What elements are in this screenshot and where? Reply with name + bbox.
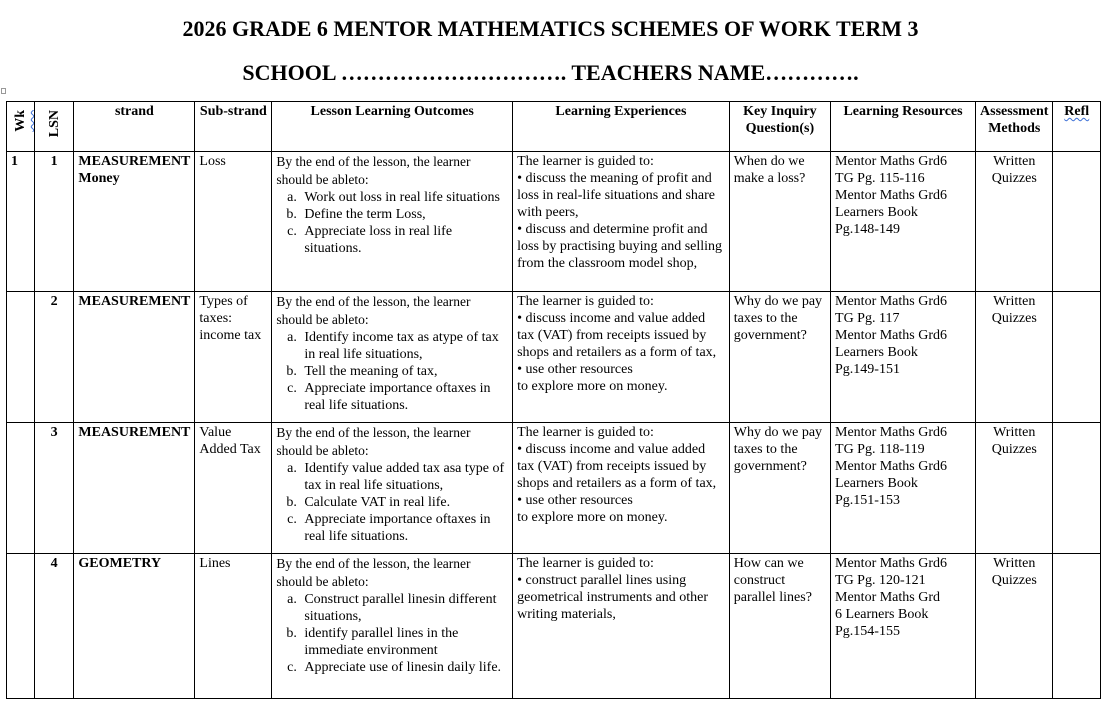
col-header-inquiry: Key Inquiry Question(s) — [729, 102, 830, 152]
experience-line: • construct parallel lines using geometrical instruments and other writing materials, — [517, 573, 708, 622]
cell-strand[interactable] — [74, 554, 195, 699]
resource-line: Pg.149-151 — [835, 362, 900, 377]
cell-assessment[interactable]: Written Quizzes — [976, 423, 1053, 554]
experience-line: • discuss and determine profit and loss by practising buying and selling from the classroom model shop, — [517, 222, 723, 271]
resource-line: TG Pg. 120-121 — [835, 573, 926, 588]
col-header-lsn: LSN — [34, 102, 73, 152]
cell-experiences[interactable] — [513, 152, 730, 292]
outcome-item: a. Construct parallel linesin different situations, — [300, 591, 508, 625]
resource-line: Learners Book — [835, 205, 918, 220]
cell-assessment[interactable]: Written Quizzes — [976, 554, 1053, 699]
cell-strand[interactable] — [74, 292, 195, 423]
resource-line: TG Pg. 115-116 — [835, 171, 925, 186]
resource-line: 6 Learners Book — [835, 607, 929, 622]
experience-line: • use other resources — [517, 493, 633, 508]
cell-sub-strand[interactable]: Value Added Tax — [195, 423, 272, 554]
col-header-resources: Learning Resources — [831, 102, 976, 152]
cell-lsn[interactable]: 1 — [34, 152, 73, 292]
experience-line: to explore more on money. — [517, 379, 668, 394]
cell-inquiry[interactable]: When do we make a loss? — [729, 152, 830, 292]
col-header-wk: Wk — [7, 102, 35, 152]
resource-line: Learners Book — [835, 345, 918, 360]
cell-experiences[interactable] — [513, 554, 730, 699]
table-row — [7, 292, 1101, 423]
cell-inquiry[interactable]: How can we construct parallel lines? — [729, 554, 830, 699]
resource-line: Mentor Maths Grd6 — [835, 556, 948, 571]
cell-reflection[interactable] — [1053, 554, 1101, 699]
cell-experiences[interactable] — [513, 292, 730, 423]
cell-wk[interactable]: 1 — [7, 152, 35, 292]
resource-line: Learners Book — [835, 476, 918, 491]
col-header-sub-strand: Sub-strand — [195, 102, 272, 152]
cell-reflection[interactable] — [1053, 292, 1101, 423]
col-header-assessment: Assessment Methods — [976, 102, 1053, 152]
resource-line: Mentor Maths Grd6 — [835, 188, 948, 203]
strand-name: MEASUREMENT — [78, 154, 191, 169]
experience-line: • discuss income and value added tax (VAT) from receipts issued by shops and retailers as a form of tax, — [517, 442, 717, 491]
resource-line: Mentor Maths Grd6 — [835, 154, 948, 169]
resource-line: Mentor Maths Grd — [835, 590, 941, 605]
cell-reflection[interactable] — [1053, 423, 1101, 554]
cell-lsn[interactable]: 3 — [34, 423, 73, 554]
cell-inquiry[interactable]: Why do we pay taxes to the government? — [729, 423, 830, 554]
outcome-item: c. Appreciate importance oftaxes in real life situations. — [300, 511, 508, 545]
outcomes-intro: By the end of the lesson, the learner should be ableto: — [276, 294, 471, 327]
resource-line: Pg.148-149 — [835, 222, 900, 237]
resource-line: Mentor Maths Grd6 — [835, 459, 948, 474]
table-move-handle[interactable] — [1, 88, 6, 94]
resource-line: Mentor Maths Grd6 — [835, 294, 948, 309]
table-row — [7, 554, 1101, 699]
outcome-item: a. Identify income tax as atype of tax in real life situations, — [300, 329, 508, 363]
table-header-row — [7, 102, 1101, 152]
cell-assessment[interactable]: Written Quizzes — [976, 292, 1053, 423]
cell-resources[interactable] — [831, 292, 976, 423]
outcome-item: b. Calculate VAT in real life. — [300, 494, 508, 511]
cell-sub-strand[interactable]: Loss — [195, 152, 272, 292]
cell-wk[interactable] — [7, 554, 35, 699]
cell-outcomes[interactable] — [272, 152, 513, 292]
strand-name: GEOMETRY — [78, 556, 162, 571]
outcomes-list — [276, 591, 508, 676]
experience-line: The learner is guided to: — [517, 425, 654, 440]
cell-sub-strand[interactable]: Types of taxes: income tax — [195, 292, 272, 423]
outcome-item: a. Identify value added tax asa type of tax in real life situations, — [300, 460, 508, 494]
outcome-item: b. Tell the meaning of tax, — [300, 363, 508, 380]
outcomes-intro: By the end of the lesson, the learner should be ableto: — [276, 425, 471, 458]
outcomes-intro: By the end of the lesson, the learner should be ableto: — [276, 556, 471, 589]
resource-line: Pg.151-153 — [835, 493, 900, 508]
cell-wk[interactable] — [7, 292, 35, 423]
experience-line: to explore more on money. — [517, 510, 668, 525]
cell-outcomes[interactable] — [272, 554, 513, 699]
experience-line: • discuss income and value added tax (VAT) from receipts issued by shops and retailers as a form of tax, — [517, 311, 717, 360]
strand-name: MEASUREMENT — [78, 425, 191, 440]
experience-line: The learner is guided to: — [517, 294, 654, 309]
col-header-reflection: Refl — [1053, 102, 1101, 152]
outcomes-list — [276, 460, 508, 545]
experience-line: The learner is guided to: — [517, 556, 654, 571]
outcome-item: b. Define the term Loss, — [300, 206, 508, 223]
cell-inquiry[interactable]: Why do we pay taxes to the government? — [729, 292, 830, 423]
resource-line: Mentor Maths Grd6 — [835, 425, 948, 440]
document-title: 2026 GRADE 6 MENTOR MATHEMATICS SCHEMES OF WORK TERM 3 — [182, 16, 919, 41]
cell-outcomes[interactable] — [272, 292, 513, 423]
cell-reflection[interactable] — [1053, 152, 1101, 292]
schemes-of-work-table — [6, 101, 1101, 699]
outcome-item: b. identify parallel lines in the immediate environment — [300, 625, 508, 659]
outcome-item: a. Work out loss in real life situations — [300, 189, 508, 206]
experience-line: The learner is guided to: — [517, 154, 654, 169]
col-header-outcomes: Lesson Learning Outcomes — [272, 102, 513, 152]
cell-wk[interactable] — [7, 423, 35, 554]
outcome-item: c. Appreciate loss in real life situations. — [300, 223, 508, 257]
experience-line: • use other resources — [517, 362, 633, 377]
outcome-item: c. Appreciate use of linesin daily life. — [300, 659, 508, 676]
cell-resources[interactable] — [831, 554, 976, 699]
cell-lsn[interactable]: 2 — [34, 292, 73, 423]
col-header-strand: strand — [74, 102, 195, 152]
strand-name: MEASUREMENT — [78, 294, 191, 309]
cell-assessment[interactable]: Written Quizzes — [976, 152, 1053, 292]
cell-resources[interactable] — [831, 423, 976, 554]
resource-line: Mentor Maths Grd6 — [835, 328, 948, 343]
table-row — [7, 423, 1101, 554]
resource-line: Pg.154-155 — [835, 624, 900, 639]
col-header-experiences: Learning Experiences — [513, 102, 730, 152]
document-subtitle: SCHOOL …………………………. TEACHERS NAME…………. — [242, 60, 859, 85]
cell-strand[interactable] — [74, 423, 195, 554]
cell-resources[interactable] — [831, 152, 976, 292]
cell-strand[interactable] — [74, 152, 195, 292]
outcomes-list — [276, 329, 508, 414]
outcomes-intro: By the end of the lesson, the learner should be ableto: — [276, 154, 471, 187]
cell-experiences[interactable] — [513, 423, 730, 554]
outcome-item: c. Appreciate importance oftaxes in real life situations. — [300, 380, 508, 414]
resource-line: TG Pg. 118-119 — [835, 442, 925, 457]
experience-line: • discuss the meaning of profit and loss in real-life situations and share with peers, — [517, 171, 716, 220]
cell-lsn[interactable]: 4 — [34, 554, 73, 699]
cell-outcomes[interactable] — [272, 423, 513, 554]
strand-topic: Money — [78, 171, 120, 186]
table-row — [7, 152, 1101, 292]
resource-line: TG Pg. 117 — [835, 311, 900, 326]
cell-sub-strand[interactable]: Lines — [195, 554, 272, 699]
outcomes-list — [276, 189, 508, 257]
